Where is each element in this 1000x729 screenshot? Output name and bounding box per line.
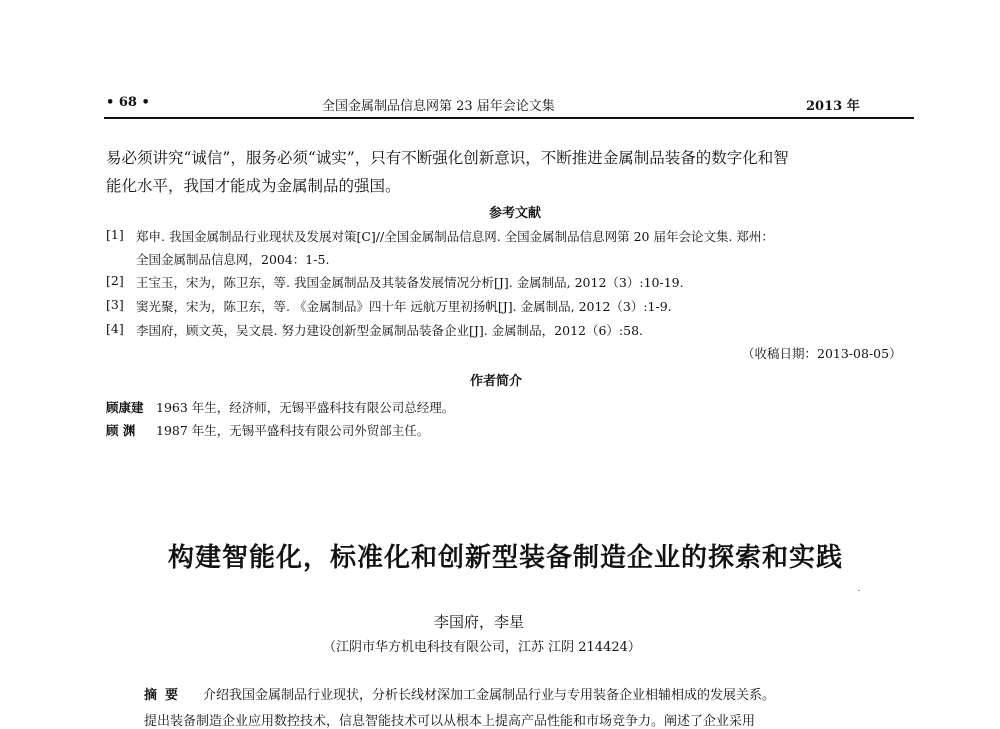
author-bio [106,421,429,439]
reference-number: [4] [106,321,124,336]
body-text-line: 能化水平，我国才能成为金属制品的强国。 [106,177,401,195]
running-header-year: 2013 年 [806,99,860,114]
reference-number: [3] [106,297,124,312]
reference-text: 王宝玉，宋为，陈卫东，等. 我国金属制品及其装备发展情况分析[J]. 金属制品, 2012（3）:10-19. [136,275,684,290]
scan-speck [858,590,860,591]
reference-text: 窦光聚，宋为，陈卫东，等. 《金属制品》四十年 远航万里初扬帆[J]. 金属制品, 2012（3）:1-9. [136,299,672,314]
abstract-line: 介绍我国金属制品行业现状，分析长线材深加工金属制品行业与专用装备企业相辅相成的发展关系。 [203,688,776,703]
reference-number: [1] [106,227,124,242]
running-header-title: 全国金属制品信息网第 23 届年会论文集 [322,99,555,114]
author-bio [106,398,454,416]
author-bio-text: 1987 年生，无锡平盛科技有限公司外贸部主任。 [156,423,430,438]
author-name: 顾康建 [106,400,144,415]
body-text-line: 易必须讲究“诚信”，服务必须“诚实”，只有不断强化创新意识，不断推进金属制品装备的数字化和智 [106,149,789,167]
reference-text: 李国府，顾文英，吴文晨. 努力建设创新型金属制品装备企业[J]. 金属制品，2012（6）:58. [136,323,644,338]
header-rule [104,117,914,119]
abstract-line: 提出装备制造企业应用数控技术，信息智能技术可以从根本上提高产品性能和市场竞争力。阐述了企业采用 [144,714,756,729]
page-number: • 68 • [106,95,150,110]
abstract-label: 摘要 [144,688,187,703]
received-date: （收稿日期：2013-08-05） [742,346,902,361]
author-bio-text: 1963 年生，经济师，无锡平盛科技有限公司总经理。 [156,400,455,415]
references-heading: 参考文献 [489,206,542,221]
article-authors: 李国府，李星 [434,613,525,631]
article-title: 构建智能化，标准化和创新型装备制造企业的探索和实践 [168,543,844,573]
reference-number: [2] [106,273,124,288]
reference-text-continued: 全国金属制品信息网，2004：1-5. [136,252,330,267]
article-affiliation: （江阴市华方机电科技有限公司，江苏 江阴 214424） [323,640,641,655]
author-intro-heading: 作者简介 [470,374,523,389]
reference-text: 郑申. 我国金属制品行业现状及发展对策[C]//全国金属制品信息网. 全国金属制品信息网第 20 届年会论文集. 郑州： [136,229,774,244]
author-name: 顾 渊 [106,423,136,438]
